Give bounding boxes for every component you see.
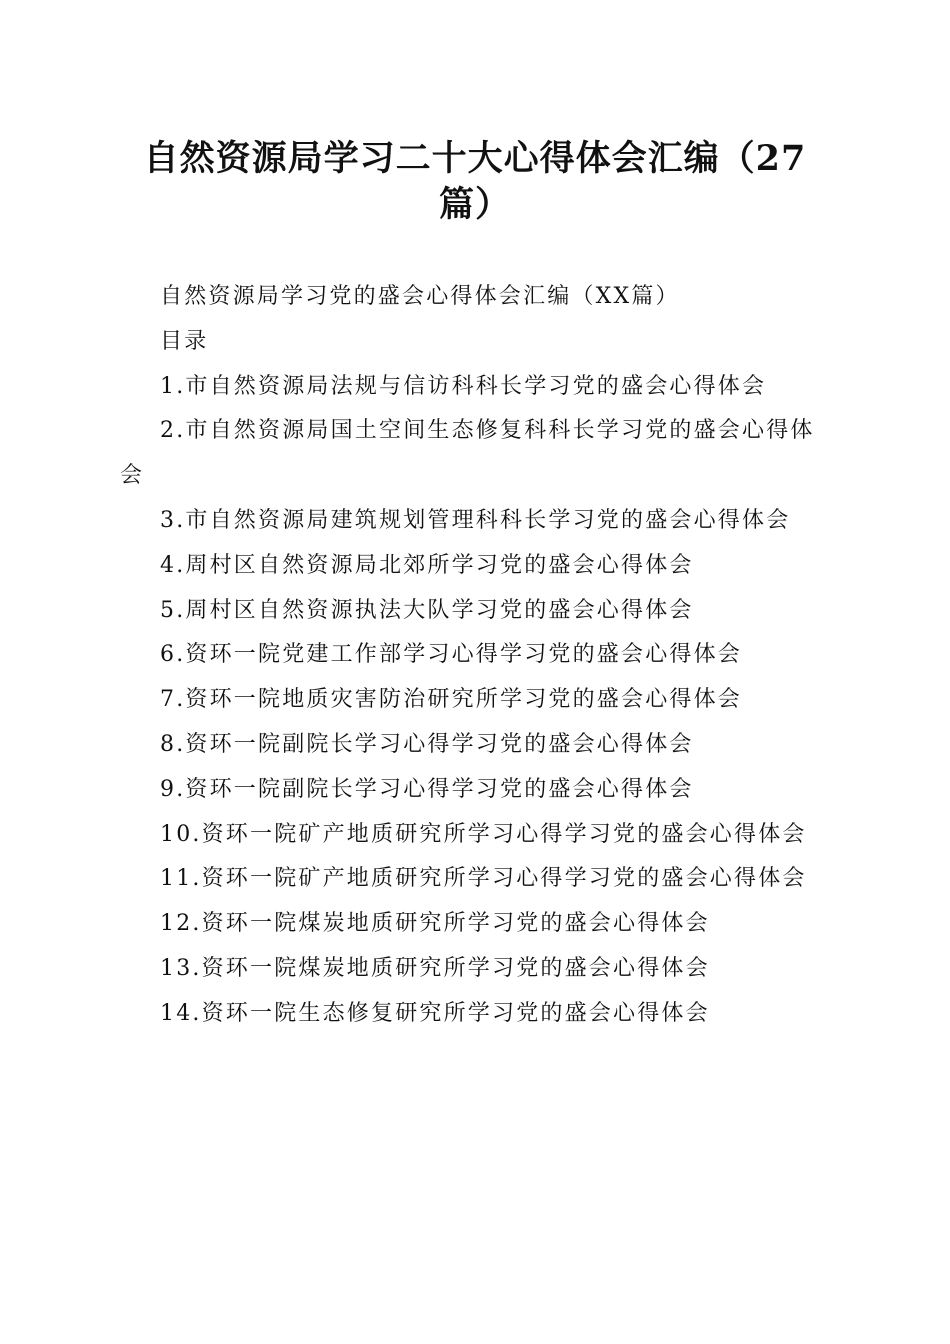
toc-item: 5.周村区自然资源执法大队学习党的盛会心得体会 (160, 597, 694, 623)
toc-heading: 目录 (160, 328, 209, 354)
document-body (120, 275, 830, 1037)
toc-item: 9.资环一院副院长学习心得学习党的盛会心得体会 (160, 776, 694, 802)
toc-item: 12.资环一院煤炭地质研究所学习党的盛会心得体会 (160, 911, 710, 937)
toc-item: 7.资环一院地质灾害防治研究所学习党的盛会心得体会 (160, 687, 742, 713)
toc-item: 3.市自然资源局建筑规划管理科科长学习党的盛会心得体会 (160, 507, 791, 533)
toc-item: 4.周村区自然资源局北郊所学习党的盛会心得体会 (160, 552, 694, 578)
toc-item: 13.资环一院煤炭地质研究所学习党的盛会心得体会 (160, 955, 710, 981)
toc-item: 8.资环一院副院长学习心得学习党的盛会心得体会 (160, 731, 694, 757)
toc-item: 2.市自然资源局国土空间生态修复科科长学习党的盛会心得体会 (120, 418, 815, 489)
toc-item: 14.资环一院生态修复研究所学习党的盛会心得体会 (160, 1000, 710, 1026)
document-title: 自然资源局学习二十大心得体会汇编（27篇） (143, 138, 807, 225)
toc-item: 10.资环一院矿产地质研究所学习心得学习党的盛会心得体会 (160, 821, 807, 847)
toc-item: 11.资环一院矿产地质研究所学习心得学习党的盛会心得体会 (160, 866, 807, 892)
document-subtitle: 自然资源局学习党的盛会心得体会汇编（XX篇） (160, 284, 680, 309)
toc-item: 1.市自然资源局法规与信访科科长学习党的盛会心得体会 (160, 373, 767, 399)
toc-item: 6.资环一院党建工作部学习心得学习党的盛会心得体会 (160, 642, 742, 668)
